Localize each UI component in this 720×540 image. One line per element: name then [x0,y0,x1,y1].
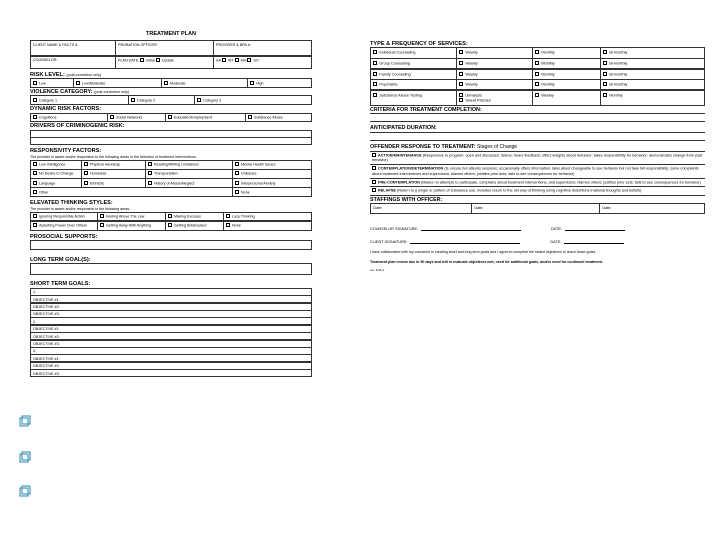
option-label: Making Excuses [174,214,201,219]
service-option[interactable] [456,70,532,79]
staffings-heading: STAFFINGS WITH OFFICER: [370,196,443,203]
option-label: Individual Counseling [379,50,416,55]
goal-row[interactable] [30,288,312,296]
checkbox-icon[interactable] [33,190,37,194]
stage-text: (Makes no attempts to participate; complains about treatment interventions, and supervision; blames others; justifies prior acts; fails to see consequences for behavior) [420,180,701,185]
elevated-option[interactable] [31,213,97,221]
goal-number: 3. [33,349,37,354]
treatment-plan-page-right [370,40,705,273]
option-label: No Desire to Change [39,171,74,176]
service-option[interactable] [456,59,532,68]
service-option[interactable] [532,59,600,68]
checkbox-icon[interactable] [535,82,539,86]
stage-option[interactable] [370,165,705,179]
checkbox-icon[interactable] [250,81,254,85]
objective-row[interactable] [30,310,312,318]
service-option[interactable] [532,91,600,105]
responsivity-option[interactable] [145,179,232,187]
option-label: Ignoring Responsible Action [39,214,85,219]
drivers-field-2[interactable] [30,137,312,145]
service-option[interactable] [456,91,532,105]
sa-label: SA [216,58,221,63]
responsivity-heading: RESPONSIVITY FACTORS: [30,148,102,155]
risk-level-title: RISK LEVEL: [30,71,65,78]
bullet-icon [20,416,30,426]
elevated-option[interactable] [31,222,97,230]
objective-label: OBJECTIVE #3: [33,371,60,376]
short-term-grid [30,288,312,377]
checkbox-icon[interactable] [235,171,239,175]
stage-option[interactable] [370,152,705,166]
option-label: Bi-monthly [609,50,628,55]
plan-date-field[interactable] [115,57,213,68]
elevated-option[interactable] [97,213,165,221]
collaboration-statement: I have collaborated with my counselor in creating short and long term goals and I agree to complete the stated objectives to reach those goals. [370,249,597,254]
option-label: Family Counseling [379,71,411,76]
responsivity-option[interactable] [145,161,232,169]
provider-field[interactable]: PROVIDER & BPA #: [213,41,311,55]
goal-number: 2. [33,319,37,324]
violence-title: VIOLENCE CATEGORY: [30,89,93,96]
option-label: Language [39,180,56,185]
responsivity-option[interactable] [81,179,145,187]
checkbox-icon[interactable] [535,72,539,76]
responsivity-note: The provider is aware and/or responsive to the following areas in the selection of treatment interventions: [30,155,197,160]
option-low-moderate[interactable] [73,79,161,87]
option-label: Weekly [465,71,478,76]
checkbox-icon[interactable] [459,93,463,97]
checkbox-icon[interactable] [235,58,239,62]
checkbox-icon[interactable] [235,162,239,166]
responsivity-option[interactable] [31,188,232,196]
checkbox-icon[interactable] [33,81,37,85]
short-term-heading: SHORT TERM GOALS: [30,281,91,288]
checkbox-icon[interactable] [84,181,88,185]
option-label: Bi-monthly [609,71,628,76]
checkbox-icon[interactable] [603,61,607,65]
option-low[interactable] [31,79,73,87]
responsivity-grid [30,160,312,197]
checkbox-icon[interactable] [33,162,37,166]
checkbox-icon[interactable] [33,98,37,102]
elevated-option[interactable] [165,213,223,221]
objective-label: OBJECTIVE #2: [33,364,60,369]
bullet-icon [20,452,30,462]
staffing-date-field[interactable]: Date: [373,205,383,210]
staffings-dates [370,203,705,214]
counselor-date-line[interactable] [565,227,625,231]
option-label: Monthly [541,50,555,55]
service-option[interactable] [371,48,456,57]
service-option[interactable] [600,91,704,105]
option-label: Lazy Thinking [232,214,255,219]
checkbox-icon[interactable] [459,98,463,102]
objective-row[interactable] [30,332,312,340]
counselor-signature-line[interactable] [421,227,521,231]
risk-level-sub: (post-conviction only) [66,72,102,77]
objective-row[interactable] [30,325,312,333]
objective-label: OBJECTIVE #3: [33,312,60,317]
checkbox-icon[interactable] [140,58,144,62]
probation-officer-field[interactable]: PROBATION OFFICER: [115,41,213,55]
checkbox-icon[interactable] [372,166,376,170]
long-term-heading: LONG TERM GOAL(S): [30,257,91,263]
checkbox-icon[interactable] [247,58,251,62]
drivers-heading: DRIVERS OF CRIMINOGENIC RISK: [30,123,125,130]
objective-label: OBJECTIVE #1: [33,327,60,332]
checkbox-icon[interactable] [373,93,377,97]
option-label: Asserting Power Over Others [39,223,87,228]
responsivity-option[interactable] [232,179,311,187]
checkbox-icon[interactable] [459,61,463,65]
responsivity-row [30,178,312,188]
option-education[interactable] [165,114,245,122]
objective-label: OBJECTIVE #2: [33,334,60,339]
objective-label: OBJECTIVE #1: [33,356,60,361]
counselor-signature-row [370,218,705,231]
checkbox-icon[interactable] [168,223,172,227]
option-label: Monthly [541,61,555,66]
option-label: Cognitions [39,115,57,120]
option-label: Urinalysis [465,93,482,97]
elevated-option[interactable] [97,222,165,230]
objective-row[interactable] [30,354,312,362]
offender-sub: Stages of Change [477,144,518,151]
checkbox-icon[interactable] [156,58,160,62]
option-category-3[interactable] [194,96,311,104]
stage-text: (Return to a single or pattern of substance use; includes return to the old way of thinking using cognitive distortions irrational thoughts and beliefs) [397,188,642,193]
service-row-testing [370,90,705,106]
responsivity-row [30,169,312,179]
checkbox-icon[interactable] [148,162,152,166]
service-row [370,79,705,90]
stage-lead: ACTION/MAINTENANCE [378,153,422,158]
checkbox-icon[interactable] [603,93,607,97]
services-grid [370,47,705,105]
dynamic-risk-options [30,113,312,123]
option-label: Physical Handicap [90,162,121,167]
option-label: Getting Sidetracked [174,223,207,228]
option-label: Category 2 [137,98,156,103]
checkbox-icon[interactable] [226,214,230,218]
checkbox-icon[interactable] [535,50,539,54]
checkbox-icon[interactable] [603,50,607,54]
responsivity-option[interactable] [81,170,145,178]
option-label: Group Counseling [379,61,410,66]
objective-label: OBJECTIVE #3: [33,342,60,347]
checkbox-icon[interactable] [535,61,539,65]
option-label: Education/Employment [174,115,212,120]
int-label: INT [227,58,234,63]
checkbox-icon[interactable] [226,223,230,227]
checkbox-icon[interactable] [373,72,377,76]
option-label: Mental Health Issues [241,162,276,167]
client-row [30,40,312,56]
criteria-heading: CRITERIA FOR TREATMENT COMPLETION: [370,106,705,115]
option-label: Low Intelligence [39,162,66,167]
checkbox-icon[interactable] [459,72,463,76]
responsivity-option[interactable] [31,170,81,178]
checkbox-icon[interactable] [84,162,88,166]
checkbox-icon[interactable] [235,181,239,185]
option-label: Homeless [90,171,107,176]
staffing-date-field[interactable]: Date: [471,204,599,213]
option-category-1[interactable] [31,96,128,104]
responsivity-option[interactable] [145,170,232,178]
counselor-date-label: DATE: [551,226,562,231]
option-label: Social Networks [116,115,143,120]
option-label: Substance Abuse Testing [379,93,422,97]
checkbox-icon[interactable] [373,61,377,65]
option-label: Monthly [541,71,555,76]
checkbox-icon[interactable] [131,98,135,102]
option-label: Sweat Patches [465,98,491,103]
objective-row[interactable] [30,303,312,311]
objective-label: OBJECTIVE #2: [33,305,60,310]
option-cognitions[interactable] [31,114,107,122]
service-option[interactable] [532,48,600,57]
stage-option[interactable] [370,187,705,196]
checkbox-icon[interactable] [100,214,104,218]
elevated-row [30,212,312,222]
checkbox-icon[interactable] [603,82,607,86]
checkbox-icon[interactable] [248,115,252,119]
stage-lead: CONTEMPLATION/DETERMINATION [378,166,444,171]
long-term-field[interactable] [30,263,312,275]
counselor-signature-label: COUNSELOR SIGNATURE: [370,226,419,231]
update-label: Update [161,58,174,63]
duration-field[interactable] [370,133,705,141]
responsivity-option[interactable] [232,188,311,196]
service-row [370,47,705,58]
checkbox-icon[interactable] [459,82,463,86]
checkbox-icon[interactable] [33,223,37,227]
client-name-field[interactable]: CLIENT NAME & PACTS #: [33,42,79,47]
option-label: Bi-monthly [609,61,628,66]
prosocial-heading: PROSOCIAL SUPPORTS: [30,233,98,240]
client-date-line[interactable] [564,240,624,244]
mh-label: MH [240,58,247,63]
checkbox-icon[interactable] [148,181,152,185]
violence-options [30,95,312,105]
elevated-row [30,221,312,231]
option-label: Category 3 [203,98,222,103]
objective-row[interactable] [30,362,312,370]
option-label: Weekly [465,82,478,87]
elevated-note: The provider is aware and/or responsive to the following areas: [30,207,131,212]
client-signature-line[interactable] [410,240,520,244]
client-signature-row [370,231,705,244]
client-signature-label: CLIENT SIGNATURE: [370,239,408,244]
option-label: Moderate [170,81,186,86]
goal-row[interactable] [30,347,312,355]
checkbox-icon[interactable] [110,115,114,119]
elevated-option[interactable] [165,222,223,230]
responsivity-option[interactable] [232,161,311,169]
service-option[interactable] [371,91,456,105]
responsivity-option[interactable] [81,161,145,169]
plan-date-label: PLAN DATE: [118,58,140,63]
dynamic-risk-heading: DYNAMIC RISK FACTORS: [30,106,102,113]
checkbox-icon[interactable] [168,214,172,218]
objective-row[interactable] [30,295,312,303]
option-label: None [232,223,241,228]
counselor-field[interactable]: COUNSELOR: [33,58,58,63]
checkbox-icon[interactable] [33,115,37,119]
responsivity-option[interactable] [31,179,81,187]
checkbox-icon[interactable] [603,72,607,76]
option-category-2[interactable] [128,96,194,104]
option-label: Weekly [465,61,478,66]
client-date-label: DATE: [550,239,562,244]
responsivity-row [30,187,312,197]
checkbox-icon[interactable] [372,188,376,192]
risk-level-options [30,78,312,88]
checkbox-icon[interactable] [84,171,88,175]
service-row [370,69,705,80]
violence-sub: (post-conviction only) [94,90,130,95]
option-label: Ethnicity [90,180,104,185]
service-option[interactable] [600,59,704,68]
option-substance-abuse[interactable] [245,114,311,122]
option-label: Getting Away With Anything [106,223,152,228]
option-label: None [241,190,250,195]
option-label: Bi-monthly [609,82,628,87]
initial-label: Initial [146,58,155,63]
treatment-plan-page-left [30,28,312,377]
service-option[interactable] [600,70,704,79]
service-option[interactable] [371,70,456,79]
staffing-date-field[interactable]: Date: [599,204,704,213]
bullet-icon [20,486,30,496]
checkbox-icon[interactable] [235,190,239,194]
page-title: TREATMENT PLAN [145,31,196,37]
service-option[interactable] [532,70,600,79]
option-label: Low/Moderate [82,81,106,86]
option-label: High [256,81,264,86]
objective-row[interactable] [30,340,312,348]
checkbox-icon[interactable] [100,223,104,227]
option-label: Substance Abuse [254,115,283,120]
checkbox-icon[interactable] [372,153,376,157]
option-label: Weekly [541,93,554,97]
so-label: SO [253,58,259,63]
revision-note: rev. 4/16 A [370,267,385,272]
checkbox-icon[interactable] [222,58,226,62]
goal-number: 1. [33,290,37,295]
service-option[interactable] [456,80,532,89]
checkbox-icon[interactable] [33,171,37,175]
checkbox-icon[interactable] [33,181,37,185]
option-label: Interpersonal Anxiety [241,180,276,185]
option-label: Monthly [541,82,555,87]
option-label: Monthly [609,93,623,97]
checkbox-icon[interactable] [197,98,201,102]
sa-field [213,57,311,68]
option-label: Low [39,81,46,86]
criteria-field[interactable] [370,114,705,122]
goal-row[interactable] [30,317,312,325]
responsivity-row [30,160,312,170]
duration-heading: ANTICIPATED DURATION: [370,124,705,133]
responsivity-option[interactable] [232,170,311,178]
stage-option[interactable] [370,179,705,188]
objective-row[interactable] [30,369,312,377]
checkbox-icon[interactable] [76,81,80,85]
counselor-row [30,56,312,69]
checkbox-icon[interactable] [373,50,377,54]
service-option[interactable] [600,80,704,89]
service-option[interactable] [456,48,532,57]
checkbox-icon[interactable] [33,214,37,218]
option-moderate[interactable] [161,79,247,87]
service-option[interactable] [371,59,456,68]
checkbox-icon[interactable] [535,93,539,97]
option-label: Other [39,190,49,195]
elevated-option[interactable] [223,213,311,221]
option-high[interactable] [247,79,311,87]
stage-lead: RELAPSE [378,188,396,193]
service-option[interactable] [600,48,704,57]
option-social-networks[interactable] [107,114,165,122]
offender-response-heading [370,143,705,152]
checkbox-icon[interactable] [459,50,463,54]
elevated-heading: ELEVATED THINKING STYLES: [30,200,113,207]
services-heading: TYPE & FREQUENCY OF SERVICES: [370,41,468,47]
responsivity-option[interactable] [31,161,81,169]
option-label: Category 1 [39,98,58,103]
stage-lead: PRE-CONTEMPLATION [378,180,420,185]
checkbox-icon[interactable] [164,81,168,85]
option-label: Childcare [241,171,257,176]
option-label: Transportation [154,171,178,176]
option-label: Psychiatric [379,82,398,87]
service-option[interactable] [532,80,600,89]
checkbox-icon[interactable] [373,82,377,86]
option-label: Reading/Writing Limitations [154,162,199,167]
elevated-option[interactable] [223,222,311,230]
objective-label: OBJECTIVE #1: [33,297,60,302]
option-label: Weekly [465,50,478,55]
option-label: Feeling Above The Law [106,214,145,219]
service-option[interactable] [371,80,456,89]
prosocial-field[interactable] [30,240,312,250]
checkbox-icon[interactable] [168,115,172,119]
service-row [370,58,705,69]
stage-text: (Responsive to program; open and discusses; listens; hears feedback; offers insights about behavior; takes responsibility for behavior; demonstrates change from past behavior) [372,153,703,163]
offender-title: OFFENDER RESPONSE TO TREATMENT: [370,144,476,151]
option-label: History of Abuse/Neglect [154,180,195,185]
checkbox-icon[interactable] [148,171,152,175]
stage-text: (Is unsure but attends sessions; occasionally offers information; talks about changeable to see behavior but not take full responsibility; some complaints about treatment interventions and supervision; blames others; justifies prior acts; fails to see consequences for behavior) [372,166,699,176]
review-statement: Treatment plan review due in 90 days and will re-evaluate objectives met, need for additional goals, and/or need for continued treatment. [370,259,603,264]
checkbox-icon[interactable] [372,180,376,184]
